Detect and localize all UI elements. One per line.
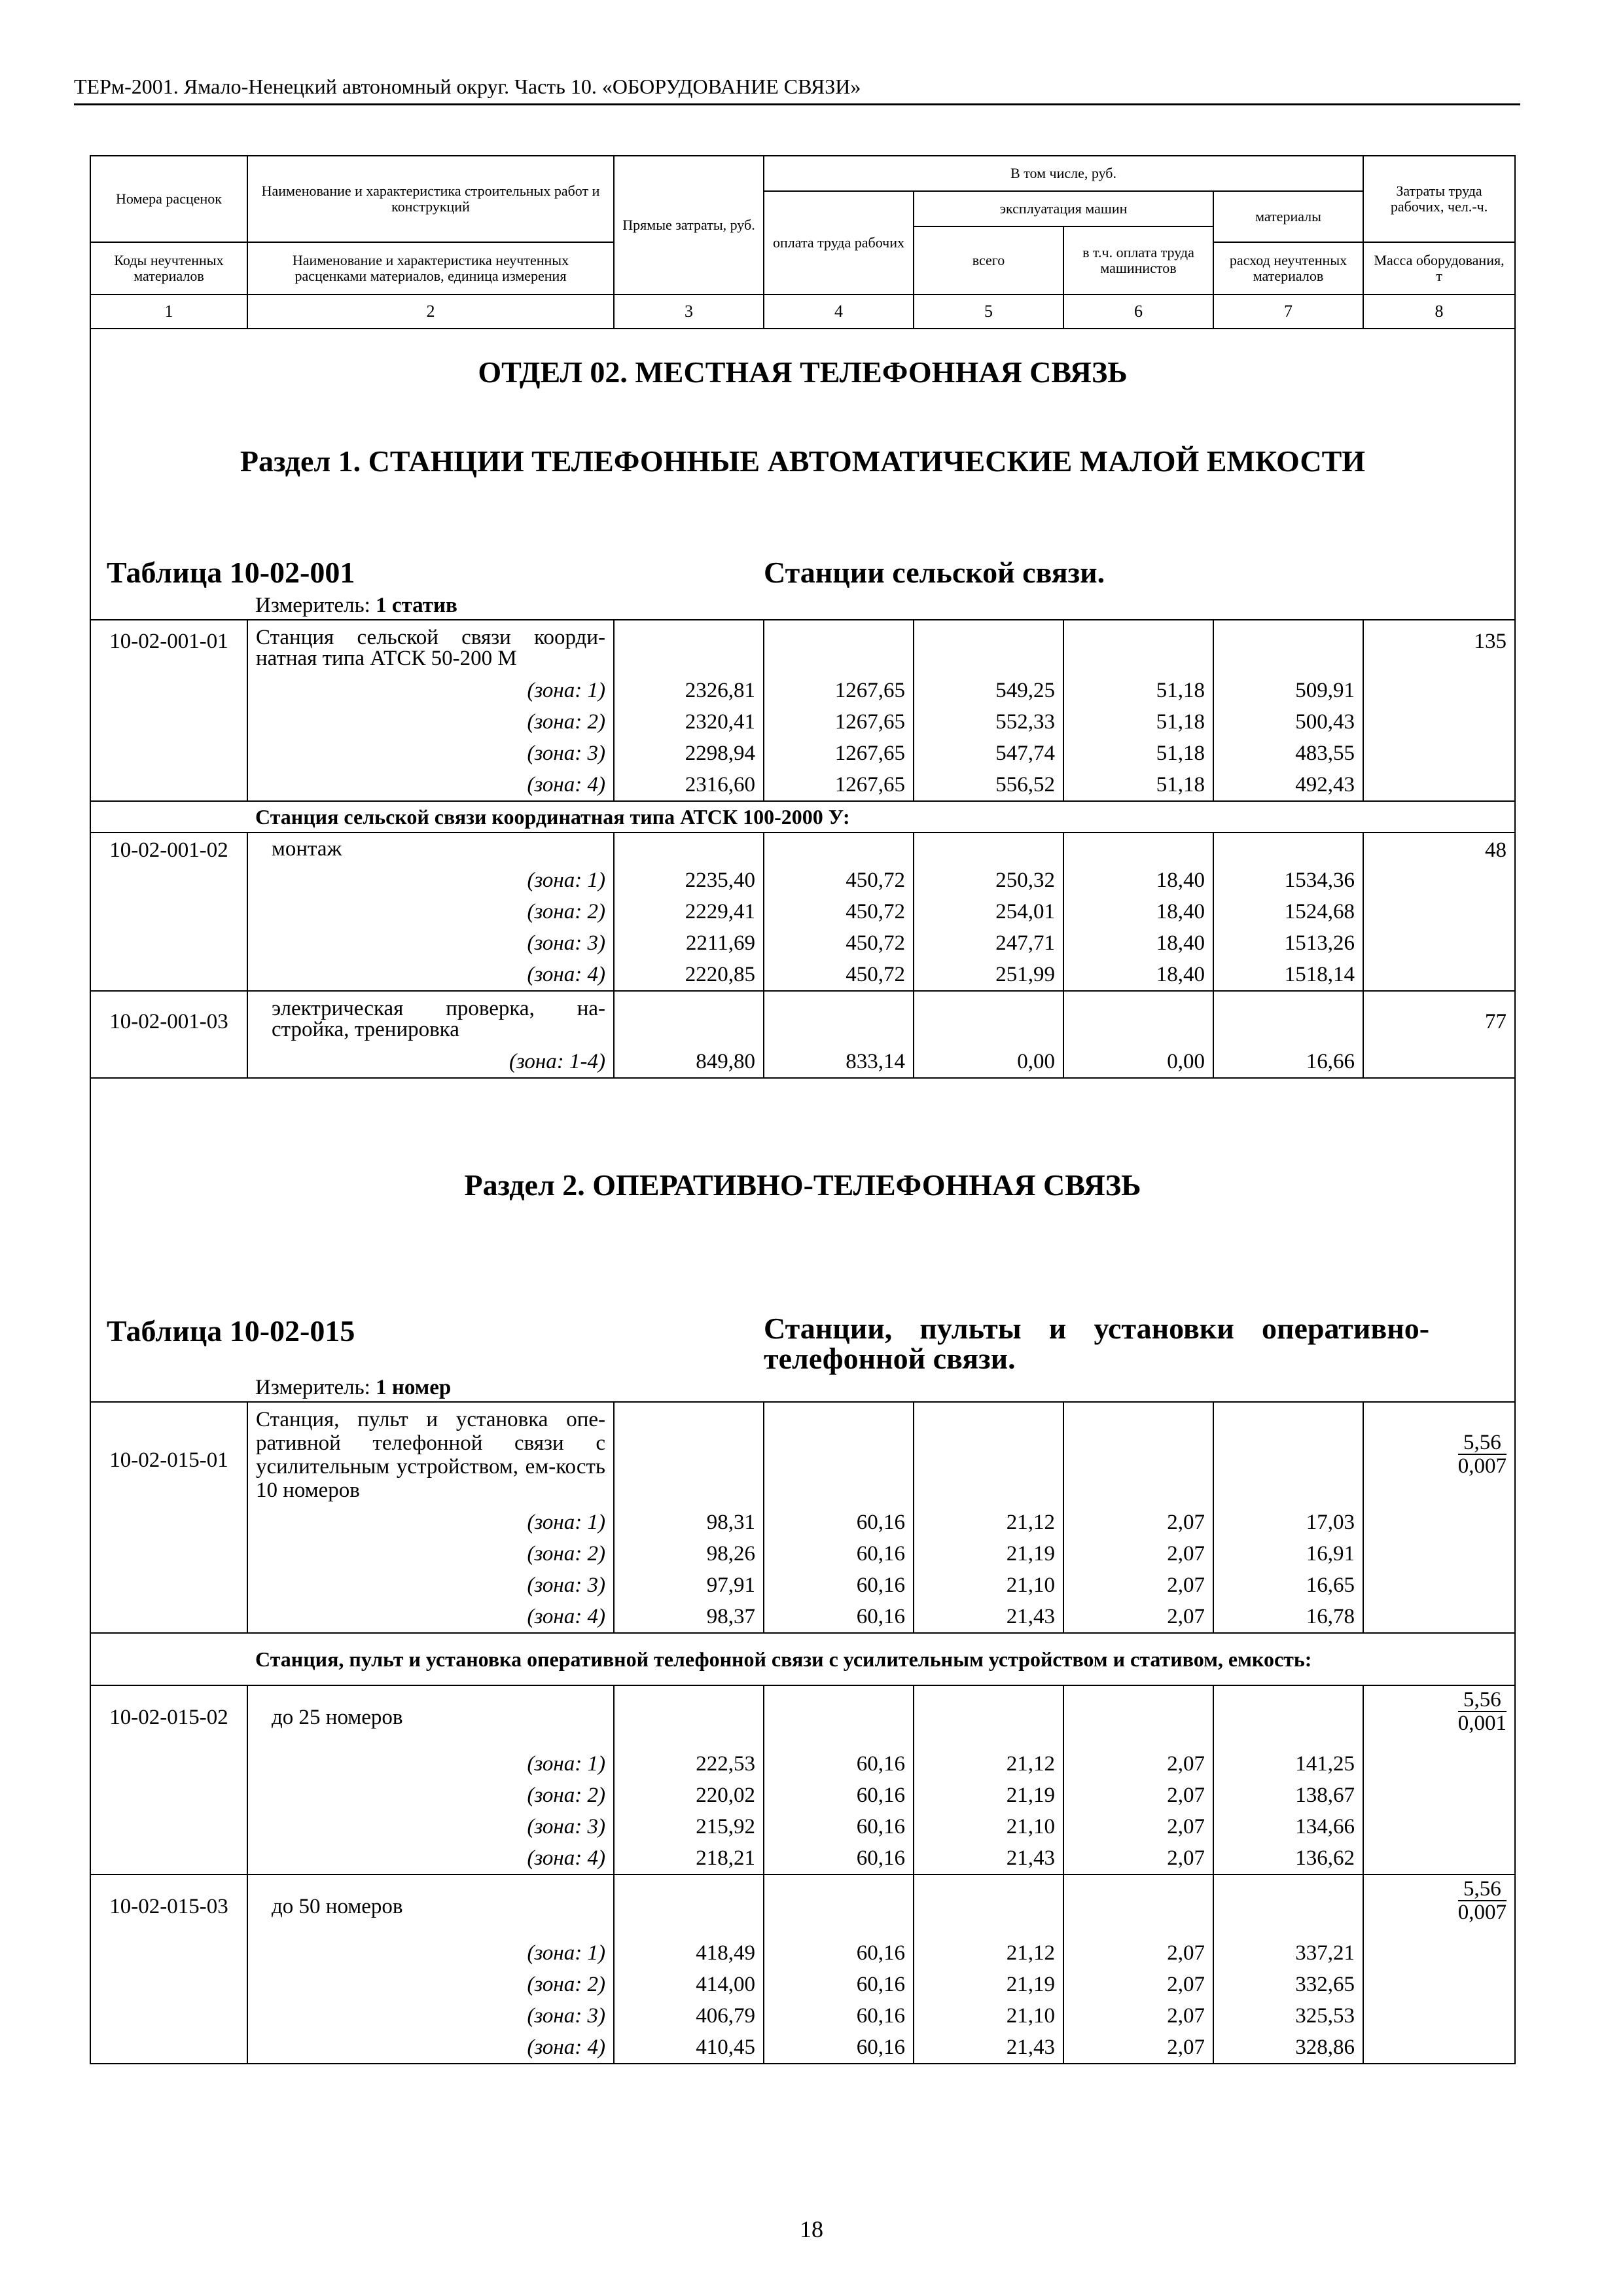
materials: 138,67 — [1213, 1780, 1363, 1811]
machines-pay: 51,18 — [1063, 769, 1213, 801]
machines-total: 21,43 — [914, 1842, 1063, 1874]
direct-cost: 2326,81 — [614, 675, 764, 706]
zone-label: (зона: 4) — [247, 959, 614, 991]
section-title: Раздел 1. СТАНЦИИ ТЕЛЕФОННЫЕ АВТОМАТИЧЕСКИЕ МАЛОЙ ЕМКОСТИ — [90, 415, 1515, 507]
materials: 328,86 — [1213, 2032, 1363, 2064]
machines-total: 21,12 — [914, 1507, 1063, 1538]
labor-pay: 60,16 — [764, 1507, 914, 1538]
rate-name: монтаж — [247, 833, 614, 865]
rate-name: до 50 номеров — [247, 1874, 614, 1937]
labor-pay: 60,16 — [764, 1748, 914, 1780]
zone-label: (зона: 2) — [247, 1538, 614, 1570]
machines-pay: 51,18 — [1063, 706, 1213, 738]
zone-label: (зона: 1) — [247, 675, 614, 706]
materials: 1518,14 — [1213, 959, 1363, 991]
labor-pay: 60,16 — [764, 1538, 914, 1570]
rate-code: 10-02-001-02 — [90, 833, 247, 991]
header-name-top: Наименование и характеристика строительных работ и конструкций — [247, 156, 614, 242]
zone-label: (зона: 3) — [247, 2000, 614, 2032]
header-mass: Масса оборудования, т — [1363, 242, 1515, 295]
rate-code: 10-02-015-02 — [90, 1685, 247, 1874]
direct-cost: 2220,85 — [614, 959, 764, 991]
labor-pay: 450,72 — [764, 927, 914, 959]
zone-label: (зона: 4) — [247, 2032, 614, 2064]
direct-cost: 2211,69 — [614, 927, 764, 959]
header-name-bottom: Наименование и характеристика неучтенных расценками материалов, единица измерения — [247, 242, 614, 295]
machines-total: 0,00 — [914, 1046, 1063, 1078]
header-machines: эксплуатация машин — [914, 191, 1213, 226]
department-title: ОТДЕЛ 02. МЕСТНАЯ ТЕЛЕФОННАЯ СВЯЗЬ — [90, 329, 1515, 415]
labor-pay: 60,16 — [764, 2000, 914, 2032]
direct-cost: 849,80 — [614, 1046, 764, 1078]
labor-pay: 450,72 — [764, 959, 914, 991]
zone-label: (зона: 2) — [247, 1969, 614, 2000]
machines-total: 556,52 — [914, 769, 1063, 801]
materials: 134,66 — [1213, 1811, 1363, 1842]
labor-pay: 1267,65 — [764, 738, 914, 769]
direct-cost: 98,31 — [614, 1507, 764, 1538]
zone-label: (зона: 1) — [247, 1937, 614, 1969]
direct-cost: 414,00 — [614, 1969, 764, 2000]
materials: 16,66 — [1213, 1046, 1363, 1078]
materials: 1513,26 — [1213, 927, 1363, 959]
direct-cost: 98,26 — [614, 1538, 764, 1570]
machines-pay: 2,07 — [1063, 1780, 1213, 1811]
labor-pay: 60,16 — [764, 2032, 914, 2064]
labor-pay: 60,16 — [764, 1969, 914, 2000]
direct-cost: 418,49 — [614, 1937, 764, 1969]
table-label: Таблица 10-02-015 — [90, 1314, 764, 1374]
machines-pay: 2,07 — [1063, 1601, 1213, 1633]
header-code-bottom: Коды неучтенных материалов — [90, 242, 247, 295]
materials: 16,65 — [1213, 1570, 1363, 1601]
group-heading: Станция, пульт и установка оперативной телефонной связи с усилительным устройством и стативом, емкость: — [247, 1633, 1515, 1685]
zone-label: (зона: 1) — [247, 1748, 614, 1780]
materials: 500,43 — [1213, 706, 1363, 738]
col-number: 8 — [1363, 295, 1515, 329]
direct-cost: 222,53 — [614, 1748, 764, 1780]
col-number: 2 — [247, 295, 614, 329]
labor-pay: 450,72 — [764, 896, 914, 927]
rates-table — [90, 155, 1516, 2064]
machines-total: 247,71 — [914, 927, 1063, 959]
machines-total: 21,10 — [914, 1570, 1063, 1601]
materials: 17,03 — [1213, 1507, 1363, 1538]
zone-label: (зона: 4) — [247, 1601, 614, 1633]
header-machines-pay: в т.ч. оплата труда машинистов — [1063, 226, 1213, 295]
zone-label: (зона: 2) — [247, 706, 614, 738]
machines-total: 250,32 — [914, 865, 1063, 896]
section-title: Раздел 2. ОПЕРАТИВНО-ТЕЛЕФОННАЯ СВЯЗЬ — [90, 1078, 1515, 1229]
equipment-mass: 135 — [1363, 620, 1515, 801]
zone-label: (зона: 3) — [247, 1570, 614, 1601]
labor-pay: 833,14 — [764, 1046, 914, 1078]
labor-pay: 60,16 — [764, 1780, 914, 1811]
direct-cost: 215,92 — [614, 1811, 764, 1842]
zone-label: (зона: 3) — [247, 927, 614, 959]
measure-value: 1 номер — [376, 1376, 452, 1399]
machines-pay: 2,07 — [1063, 1969, 1213, 2000]
zone-label: (зона: 3) — [247, 1811, 614, 1842]
measure-label: Измеритель: — [255, 594, 370, 617]
rate-name: электрическая проверка, на-стройка, тренировка — [247, 991, 614, 1046]
measure-label: Измеритель: — [255, 1376, 370, 1399]
machines-total: 21,19 — [914, 1538, 1063, 1570]
machines-pay: 18,40 — [1063, 927, 1213, 959]
labor-pay: 450,72 — [764, 865, 914, 896]
labor-pay: 60,16 — [764, 1811, 914, 1842]
equipment-mass: 48 — [1363, 833, 1515, 991]
machines-pay: 2,07 — [1063, 1748, 1213, 1780]
equipment-mass: 0,007 — [1457, 1454, 1507, 1478]
col-number: 4 — [764, 295, 914, 329]
header-machines-total: всего — [914, 226, 1063, 295]
header-incl: В том числе, руб. — [764, 156, 1363, 191]
machines-total: 21,12 — [914, 1937, 1063, 1969]
rate-code: 10-02-001-01 — [90, 620, 247, 801]
materials: 332,65 — [1213, 1969, 1363, 2000]
machines-pay: 18,40 — [1063, 896, 1213, 927]
direct-cost: 2229,41 — [614, 896, 764, 927]
machines-total: 21,19 — [914, 1969, 1063, 2000]
zone-label: (зона: 1-4) — [247, 1046, 614, 1078]
materials: 136,62 — [1213, 1842, 1363, 1874]
machines-pay: 2,07 — [1063, 2032, 1213, 2064]
equipment-mass: 0,007 — [1457, 1901, 1507, 1924]
labor-pay: 1267,65 — [764, 706, 914, 738]
machines-total: 21,12 — [914, 1748, 1063, 1780]
machines-pay: 18,40 — [1063, 865, 1213, 896]
direct-cost: 410,45 — [614, 2032, 764, 2064]
machines-pay: 2,07 — [1063, 1937, 1213, 1969]
machines-pay: 2,07 — [1063, 1842, 1213, 1874]
labor-pay: 60,16 — [764, 1601, 914, 1633]
labor-pay: 60,16 — [764, 1937, 914, 1969]
rate-code: 10-02-015-03 — [90, 1874, 247, 2064]
materials: 492,43 — [1213, 769, 1363, 801]
direct-cost: 97,91 — [614, 1570, 764, 1601]
materials: 1524,68 — [1213, 896, 1363, 927]
machines-total: 21,43 — [914, 1601, 1063, 1633]
rate-name: Станция, пульт и установка опе-ративной телефонной связи с усилительным устройством, ем-кость 10 номеров — [247, 1402, 614, 1507]
page-number: 18 — [800, 2216, 823, 2242]
zone-label: (зона: 4) — [247, 1842, 614, 1874]
zone-label: (зона: 4) — [247, 769, 614, 801]
direct-cost: 218,21 — [614, 1842, 764, 1874]
header-labor-cost: Затраты труда рабочих, чел.-ч. — [1363, 156, 1515, 242]
direct-cost: 98,37 — [614, 1601, 764, 1633]
rate-name: Станция сельской связи коорди-натная типа АТСК 50-200 М — [247, 620, 614, 675]
table-title: Станции сельской связи. — [764, 552, 1515, 592]
machines-total: 21,43 — [914, 2032, 1063, 2064]
machines-pay: 2,07 — [1063, 1811, 1213, 1842]
machines-total: 21,19 — [914, 1780, 1063, 1811]
machines-pay: 2,07 — [1063, 1538, 1213, 1570]
page-header: ТЕРм-2001. Ямало-Ненецкий автономный округ. Часть 10. «ОБОРУДОВАНИЕ СВЯЗИ» — [74, 73, 1520, 105]
direct-cost: 2320,41 — [614, 706, 764, 738]
rate-name: до 25 номеров — [247, 1685, 614, 1748]
direct-cost: 2316,60 — [614, 769, 764, 801]
rate-code: 10-02-015-01 — [90, 1402, 247, 1633]
materials: 509,91 — [1213, 675, 1363, 706]
materials: 141,25 — [1213, 1748, 1363, 1780]
col-number: 3 — [614, 295, 764, 329]
materials: 16,78 — [1213, 1601, 1363, 1633]
col-number: 6 — [1063, 295, 1213, 329]
machines-total: 251,99 — [914, 959, 1063, 991]
header-code-top: Номера расценок — [90, 156, 247, 242]
header-materials-unaccounted: расход неучтенных материалов — [1213, 242, 1363, 295]
labor-cost-value: 5,56 — [1458, 1431, 1507, 1455]
machines-pay: 51,18 — [1063, 675, 1213, 706]
zone-label: (зона: 2) — [247, 1780, 614, 1811]
col-number: 1 — [90, 295, 247, 329]
zone-label: (зона: 3) — [247, 738, 614, 769]
machines-total: 254,01 — [914, 896, 1063, 927]
group-heading: Станция сельской связи координатная типа АТСК 100-2000 У: — [247, 801, 1515, 833]
equipment-mass: 77 — [1363, 991, 1515, 1078]
zone-label: (зона: 1) — [247, 1507, 614, 1538]
rate-code: 10-02-001-03 — [90, 991, 247, 1078]
materials: 337,21 — [1213, 1937, 1363, 1969]
direct-cost: 2298,94 — [614, 738, 764, 769]
measure-value: 1 статив — [376, 594, 457, 617]
materials: 483,55 — [1213, 738, 1363, 769]
equipment-mass: 0,001 — [1457, 1712, 1507, 1735]
labor-pay: 1267,65 — [764, 769, 914, 801]
direct-cost: 406,79 — [614, 2000, 764, 2032]
machines-total: 21,10 — [914, 2000, 1063, 2032]
materials: 16,91 — [1213, 1538, 1363, 1570]
zone-label: (зона: 2) — [247, 896, 614, 927]
direct-cost: 220,02 — [614, 1780, 764, 1811]
machines-pay: 2,07 — [1063, 2000, 1213, 2032]
materials: 325,53 — [1213, 2000, 1363, 2032]
machines-pay: 51,18 — [1063, 738, 1213, 769]
table-title: Станции, пульты и установки оперативно-телефонной связи. — [764, 1314, 1515, 1374]
machines-total: 549,25 — [914, 675, 1063, 706]
machines-pay: 2,07 — [1063, 1507, 1213, 1538]
col-number: 7 — [1213, 295, 1363, 329]
header-materials: материалы — [1213, 191, 1363, 242]
machines-total: 21,10 — [914, 1811, 1063, 1842]
machines-pay: 0,00 — [1063, 1046, 1213, 1078]
labor-pay: 60,16 — [764, 1570, 914, 1601]
table-label: Таблица 10-02-001 — [90, 552, 764, 592]
machines-pay: 2,07 — [1063, 1570, 1213, 1601]
machines-total: 552,33 — [914, 706, 1063, 738]
direct-cost: 2235,40 — [614, 865, 764, 896]
labor-pay: 1267,65 — [764, 675, 914, 706]
machines-total: 547,74 — [914, 738, 1063, 769]
header-labor-pay: оплата труда рабочих — [764, 191, 914, 295]
zone-label: (зона: 1) — [247, 865, 614, 896]
materials: 1534,36 — [1213, 865, 1363, 896]
machines-pay: 18,40 — [1063, 959, 1213, 991]
header-direct-costs: Прямые затраты, руб. — [614, 156, 764, 295]
labor-pay: 60,16 — [764, 1842, 914, 1874]
labor-cost-value: 5,56 — [1458, 1689, 1507, 1712]
col-number: 5 — [914, 295, 1063, 329]
labor-cost-value: 5,56 — [1458, 1878, 1507, 1901]
